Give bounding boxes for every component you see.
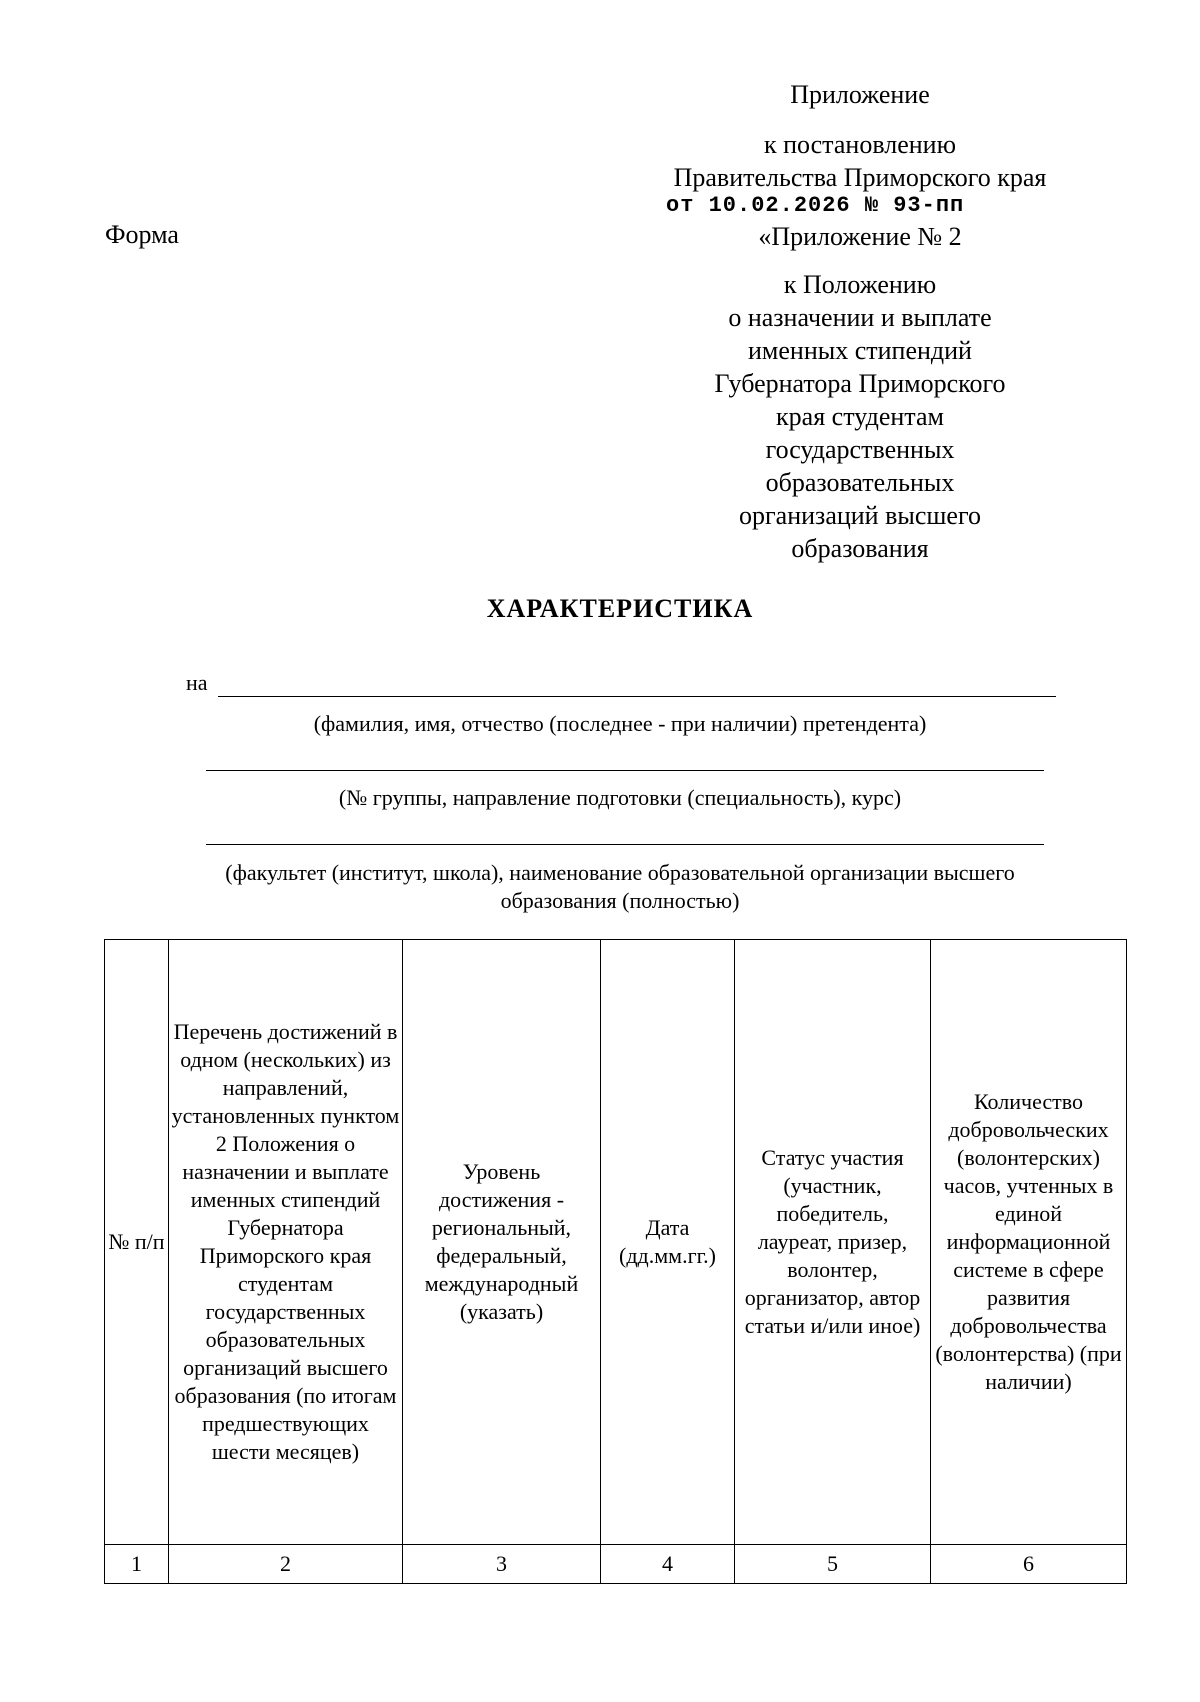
regulation-line: Губернатора Приморского xyxy=(714,369,1006,398)
group-fill-line xyxy=(206,770,1044,771)
regulation-line: образования xyxy=(791,534,929,563)
faculty-fill-line xyxy=(206,844,1044,845)
column-number: 6 xyxy=(931,1545,1127,1584)
decree-date: от 10.02.2026 № 93-пп xyxy=(666,193,965,218)
header-number: № п/п xyxy=(105,940,169,1545)
appendix-title: Приложение xyxy=(790,80,930,109)
decree-line-1: к постановлению xyxy=(763,130,957,159)
column-number: 3 xyxy=(403,1545,601,1584)
header-participation-status: Статус участия (участник, победитель, лауреат, призер, волонтер, организатор, автор статьи и/или иное) xyxy=(735,940,931,1545)
column-number: 4 xyxy=(601,1545,735,1584)
header-volunteer-hours: Количество добровольческих (волонтерских) часов, учтенных в единой информационной системе в сфере развития добровольчества (волонтерства) (при наличии) xyxy=(931,940,1127,1545)
regulation-line: образовательных xyxy=(765,468,955,497)
regulation-block xyxy=(700,268,1020,565)
regulation-line: о назначении и выплате xyxy=(728,303,992,332)
regulation-line: именных стипендий xyxy=(748,336,972,365)
appendix2-title: «Приложение № 2 xyxy=(758,222,962,251)
regulation-line: организаций высшего xyxy=(739,501,981,530)
table-row xyxy=(105,1545,1127,1584)
column-number: 5 xyxy=(735,1545,931,1584)
form-label: Форма xyxy=(105,220,179,249)
na-label: на xyxy=(186,670,208,695)
column-number: 2 xyxy=(169,1545,403,1584)
name-fill-line xyxy=(218,696,1056,697)
regulation-line: к Положению xyxy=(783,270,937,299)
header-date: Дата (дд.мм.гг.) xyxy=(601,940,735,1545)
achievements-table xyxy=(104,939,1127,1584)
caption-group: (№ группы, направление подготовки (специальность), курс) xyxy=(338,785,902,810)
caption-faculty-line2: образования (полностью) xyxy=(500,888,740,913)
regulation-line: края студентам xyxy=(776,402,944,431)
header-achievements-list: Перечень достижений в одном (нескольких) из направлений, установленных пунктом 2 Положения о назначении и выплате именных стипендий Губернатора Приморского края студентам государственных образовательных организаций высшего образования (по итогам предшествующих шести месяцев) xyxy=(169,940,403,1545)
table-header-row xyxy=(105,940,1127,1545)
caption-name: (фамилия, имя, отчество (последнее - при наличии) претендента) xyxy=(313,711,927,736)
document-title: ХАРАКТЕРИСТИКА xyxy=(486,594,754,623)
regulation-line: государственных xyxy=(765,435,955,464)
header-level: Уровень достижения - региональный, федеральный, международный (указать) xyxy=(403,940,601,1545)
decree-line-2: Правительства Приморского края xyxy=(673,163,1047,192)
column-number: 1 xyxy=(105,1545,169,1584)
caption-faculty-line1: (факультет (институт, школа), наименование образовательной организации высшего xyxy=(225,860,1015,885)
